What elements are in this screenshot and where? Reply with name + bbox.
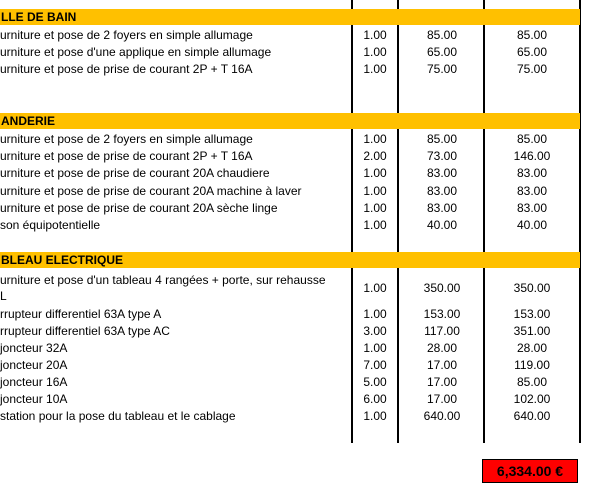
row-total: 65.00 <box>516 45 548 59</box>
row-description: station pour la pose du tableau et le cablage <box>0 409 236 423</box>
grand-total: 6,334.00 € <box>482 459 578 483</box>
row-description: urniture et pose de prise de courant 20A chaudiere <box>0 166 270 180</box>
section-title: BLEAU ELECTRIQUE <box>1 253 124 267</box>
row-quantity: 1.00 <box>363 307 387 321</box>
table-row <box>0 183 580 200</box>
row-total: 40.00 <box>516 218 548 232</box>
row-unit-price: 40.00 <box>426 218 458 232</box>
row-unit-price: 350.00 <box>423 281 461 295</box>
row-total: 85.00 <box>516 28 548 42</box>
row-total: 119.00 <box>514 358 550 372</box>
row-quantity: 5.00 <box>363 375 387 389</box>
row-unit-price: 28.00 <box>426 341 458 355</box>
row-description: urniture et pose de prise de courant 20A machine à laver <box>0 184 302 198</box>
table-row <box>0 27 580 44</box>
table-row <box>0 340 580 357</box>
row-description: urniture et pose d'une applique en simple allumage <box>0 45 272 59</box>
row-quantity: 6.00 <box>363 392 387 406</box>
row-total: 83.00 <box>516 184 548 198</box>
table-row <box>0 61 580 78</box>
row-unit-price: 65.00 <box>426 45 458 59</box>
row-quantity: 2.00 <box>363 149 387 163</box>
row-unit-price: 117.00 <box>424 324 460 338</box>
table-row <box>0 374 580 391</box>
row-description: joncteur 16A <box>0 375 68 389</box>
row-description: joncteur 10A <box>0 392 68 406</box>
table-row <box>0 408 580 425</box>
row-total: 146.00 <box>513 149 551 163</box>
table-row <box>0 148 580 165</box>
row-unit-price: 85.00 <box>426 28 458 42</box>
row-quantity: 1.00 <box>363 218 387 232</box>
table-row <box>0 131 580 148</box>
row-unit-price: 153.00 <box>423 307 461 321</box>
row-description: rrupteur differentiel 63A type AC <box>0 324 170 338</box>
row-unit-price: 640.00 <box>423 409 461 423</box>
row-quantity: 1.00 <box>363 281 387 295</box>
section-title: ANDERIE <box>1 114 56 128</box>
table-row <box>0 165 580 182</box>
row-description: rrupteur differentiel 63A type A <box>0 307 162 321</box>
row-description: urniture et pose de prise de courant 2P + T 16A <box>0 62 253 76</box>
table-row <box>0 306 580 323</box>
row-total: 28.00 <box>516 341 548 355</box>
row-quantity: 1.00 <box>363 132 387 146</box>
row-total: 153.00 <box>513 307 551 321</box>
table-row <box>0 357 580 374</box>
row-quantity: 7.00 <box>363 358 387 372</box>
table-row <box>0 391 580 408</box>
table-row <box>0 323 580 340</box>
table-row <box>0 200 580 217</box>
row-unit-price: 17.00 <box>426 375 458 389</box>
row-unit-price: 85.00 <box>426 132 458 146</box>
section-header <box>0 113 580 129</box>
row-quantity: 1.00 <box>363 184 387 198</box>
row-description: joncteur 20A <box>0 358 68 372</box>
row-total: 85.00 <box>516 375 548 389</box>
table-row <box>0 44 580 61</box>
row-total: 102.00 <box>513 392 551 406</box>
row-description: urniture et pose de prise de courant 20A sèche linge <box>0 201 278 215</box>
row-unit-price: 73.00 <box>426 149 458 163</box>
table-row <box>0 217 580 234</box>
row-total: 83.00 <box>516 166 548 180</box>
row-unit-price: 75.00 <box>426 62 458 76</box>
section-header <box>0 9 580 25</box>
row-description-continued: L <box>0 289 7 303</box>
row-quantity: 1.00 <box>363 28 387 42</box>
row-total: 75.00 <box>516 62 548 76</box>
row-description: urniture et pose de prise de courant 2P + T 16A <box>0 149 253 163</box>
row-unit-price: 83.00 <box>426 201 458 215</box>
section-header <box>0 252 580 268</box>
row-description: son équipotentielle <box>0 218 101 232</box>
row-unit-price: 83.00 <box>426 166 458 180</box>
row-description: urniture et pose de 2 foyers en simple allumage <box>0 132 253 146</box>
table-row <box>0 272 580 306</box>
row-unit-price: 17.00 <box>426 358 458 372</box>
row-quantity: 1.00 <box>363 166 387 180</box>
row-quantity: 1.00 <box>363 201 387 215</box>
row-description: urniture et pose de 2 foyers en simple allumage <box>0 28 253 42</box>
row-quantity: 3.00 <box>363 324 387 338</box>
row-quantity: 1.00 <box>363 45 387 59</box>
row-description: joncteur 32A <box>0 341 68 355</box>
row-description: urniture et pose d'un tableau 4 rangées + porte, sur rehausse <box>0 273 326 287</box>
row-quantity: 1.00 <box>363 409 387 423</box>
section-title: LLE DE BAIN <box>1 10 77 24</box>
row-total: 83.00 <box>516 201 548 215</box>
row-quantity: 1.00 <box>363 341 387 355</box>
row-total: 85.00 <box>516 132 548 146</box>
row-unit-price: 83.00 <box>426 184 458 198</box>
row-unit-price: 17.00 <box>426 392 458 406</box>
row-total: 351.00 <box>513 324 551 338</box>
row-total: 640.00 <box>513 409 551 423</box>
row-quantity: 1.00 <box>363 62 387 76</box>
row-total: 350.00 <box>513 281 551 295</box>
